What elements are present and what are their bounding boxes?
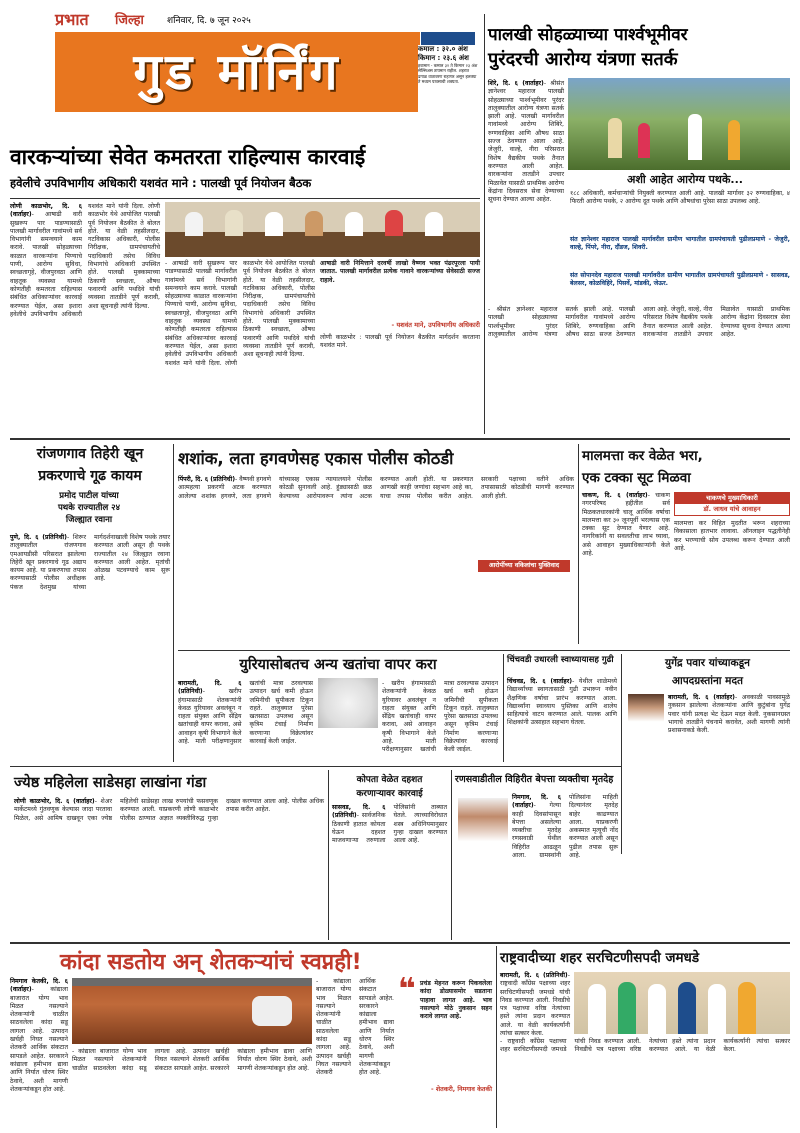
shashank-dateline: पिंपरी, दि. ६ (प्रतिनिधी): [178, 476, 236, 483]
ranastava-dateline: निमगाव, दि. ६ (वार्ताहर): [512, 794, 561, 810]
yugendra-body: [668, 694, 790, 854]
malmatta-dateline: चाकण, दि. ६ (वार्ताहर): [582, 492, 648, 499]
lead-body-text: - आषाढी वारी सुखरूप पार पाडण्यासाठी पालखी मार्गावरील गावांमध्ये सर्व विभागांनी समन्वयाने काम करावे. पालखी सोहळ्याच्या काळात वारकऱ्यांना पिण्याचे पाणी, आरोग्य सुविधा, स्वच्छतागृहे, वीजपुरवठा आणि वाहतूक व्यवस्था यामध्ये कोणतीही कमतरता राहिल्यास संबंधित अधिकाऱ्यांवर कारवाई करण्यात येईल, असा इशारा हवेलीचे उपविभागीय अधिकारी यशवंत माने यांनी दिला. लोणी काळभोर येथे आयोजित पालखी पूर्व नियोजन बैठकीत ते बोलत होते. या वेळी तहसीलदार, गटविकास अधिकारी, पोलीस निरीक्षक, ग्रामपंचायतीचे पदाधिकारी तसेच विविध विभागांचे अधिकारी उपस्थित होते. पालखी मुक्कामाच्या ठिकाणी स्वच्छता, औषध फवारणी आणि पथदिवे यांची व्यवस्था तातडीने पूर्ण करावी, अशा सूचनाही त्यांनी दिल्या.: [10, 203, 160, 318]
malmatta-body-2: मालमत्ता कर विहित मुदतीत भरून शहराच्या विकासाला हातभार लावावा. ऑनलाइन पद्धतीनेही कर भरण्याची सोय उपलब्ध करून देण्यात आली आहे.: [674, 520, 790, 552]
malmatta-headline-1: मालमत्ता कर वेळेत भरा,: [582, 448, 703, 464]
kopta-body-text: - सार्वजनिक ठिकाणी हातात कोयता घेऊन दहशत माजवणाऱ्या तरुणाला पोलिसांनी ताब्यात घेतले. त्याच्याविरोधात शस्त्र अधिनियमानुसार गुन्हा दाखल करण्यात आला आहे.: [332, 804, 447, 845]
weather-max: कमाल : ३२.० अंश: [418, 45, 468, 53]
ranastava-headline: रणसवाडीतील विहिरीत बेपत्ता व्यक्तीचा मृतदेह: [455, 774, 614, 785]
uriya-photo: [318, 678, 378, 728]
lead-subhead: हवेलीचे उपविभागीय अधिकारी यशवंत माने : पालखी पूर्व नियोजन बैठक: [10, 176, 312, 190]
rashtravadi-headline: राष्ट्रवादीच्या शहर सरचिटणीसपदी जमधडे: [500, 950, 700, 966]
lead-quote: आषाढी वारी निमित्ताने दरवर्षी लाखो वैष्णव भक्त पंढरपूरला पायी जातात. पालखी मार्गावरील प्रत्येक गावाने वारकऱ्यांच्या सेवेसाठी सज्ज राहावे.: [320, 260, 480, 284]
jyeshtha-headline: ज्येष्ठ महिलेला साडेसहा लाखांना गंडा: [14, 775, 207, 791]
masthead-title: गुड मॉर्निंग: [55, 32, 420, 112]
kanda-photo: [72, 978, 312, 1044]
rashtravadi-body-text: - राष्ट्रवादी काँग्रेस पक्षाच्या शहर सरचिटणीसपदी जमधडे यांची निवड करण्यात आली. निवडीचे पत्र पक्षाच्या वरिष्ठ नेत्यांच्या हस्ते त्यांना प्रदान करण्यात आले. या वेळी कार्यकर्त्यांनी त्यांचा सत्कार केला.: [500, 972, 570, 1038]
rashtravadi-body-2: - राष्ट्रवादी काँग्रेस पक्षाच्या शहर सरचिटणीसपदी जमधडे यांची निवड करण्यात आली. निवडीचे पत्र पक्षाच्या वरिष्ठ नेत्यांच्या हस्ते त्यांना प्रदान करण्यात आले. या वेळी कार्यकर्त्यांनी त्यांचा सत्कार केला.: [500, 1038, 790, 1054]
ranjangaon-dateline: पुणे, दि. ६ (प्रतिनिधी): [10, 534, 67, 541]
kanda-body-3: - कांद्याला बाजारात योग्य भाव मिळत नसल्याने शेतकऱ्यांनी चाळीत साठवलेला कांदा सडू लागला आहे. उत्पादन खर्चही निघत नसल्याने शेतकरी आर्थिक संकटात सापडले आहेत. सरकारने कांद्याला हमीभाव द्यावा आणि निर्यात धोरण स्थिर ठेवावे, अशी मागणी शेतकऱ्यांकडून होत आहे.: [316, 978, 394, 1077]
weather-panel: [418, 45, 478, 125]
malmatta-box: [674, 492, 790, 516]
jyeshtha-dateline: लोणी काळभोर, दि. ६ (वार्ताहर): [14, 798, 95, 805]
uriya-dateline: बारामती, दि. ६ (प्रतिनिधी): [178, 680, 242, 696]
lead-body-col1: [10, 203, 160, 431]
palkhi-list-1: संत ज्ञानेश्वर महाराज पालखी मार्गावरील ग्रामीण भागातील ग्रामपंचायती पुढीलप्रमाणे - जेजुरी, वाल्हे, पिंपरे, नीरा, दौंडज, शिवरी.: [570, 236, 790, 252]
rashtravadi-dateline: बारामती, दि. ६ (प्रतिनिधी): [500, 972, 568, 979]
issue-date: शनिवार, दि. ७ जून २०२५: [167, 16, 251, 26]
uriya-body-2: - खरीप हंगामासाठी शेतकऱ्यांनी केवळ युरियावर अवलंबून न राहता संयुक्त आणि सेंद्रिय खतांचाही वापर करावा, असे आवाहन कृषी विभागाने केले आहे. माती परीक्षणानुसार खतांची मात्रा ठरवल्यास उत्पादन खर्च कमी होऊन जमिनीची सुपीकता टिकून राहते. तालुक्यात पुरेसा खतसाठा उपलब्ध असून कृत्रिम टंचाई निर्माण करणाऱ्या विक्रेत्यांवर कारवाई केली जाईल.: [382, 680, 498, 754]
yugendra-photo: [628, 694, 664, 740]
weather-min: किमान : २३.६ अंश: [418, 54, 469, 62]
kanda-body-text: - कांद्याला बाजारात योग्य भाव मिळत नसल्याने शेतकऱ्यांनी चाळीत साठवलेला कांदा सडू लागला आहे. उत्पादन खर्चही निघत नसल्याने शेतकरी आर्थिक संकटात सापडले आहेत. सरकारने कांद्याला हमीभाव द्यावा आणि निर्यात धोरण स्थिर ठेवावे, अशी मागणी शेतकऱ्यांकडून होत आहे.: [10, 986, 68, 1093]
kanda-dateline: निमगाव केतकी, दि. ६ (वार्ताहर): [10, 978, 68, 994]
uriya-body: [178, 680, 313, 762]
chinchwad-body-text: - येथील शाळेमध्ये विद्यार्थ्यांच्या स्वागतासाठी गुढी उभारून नवीन शैक्षणिक वर्षाचा प्रारंभ करण्यात आला. विद्यार्थ्यांना स्वाध्याय पुस्तिका आणि शालेय साहित्याचे वाटप करण्यात आले. पालक आणि शिक्षकांनी उत्साहात सहभाग घेतला.: [507, 678, 618, 727]
kopta-dateline: सासवड, दि. ६ (प्रतिनिधी): [332, 804, 386, 820]
ranjangaon-body: [10, 534, 170, 760]
yugendra-headline-1: युगेंद्र पवार यांच्याकडून: [665, 657, 750, 669]
kopta-headline-1: कोपता वेळेत दहशत: [356, 775, 423, 785]
rashtravadi-body: [500, 972, 570, 1038]
rashtravadi-photo: [574, 972, 790, 1034]
kopta-headline-2: करणाऱ्यावर कारवाई: [356, 789, 423, 799]
palkhi-list-2: संत सोपानदेव महाराज पालखी मार्गावरील ग्रामीण भागातील ग्रामपंचायती पुढीलप्रमाणे - सासवड, बेलसर, कोळविहिरे, पिसर्वे, मांडकी, जेऊर.: [570, 272, 790, 288]
masthead: [55, 8, 475, 140]
malmatta-box-label: चाकणचे मुख्याधिकारी: [675, 493, 789, 504]
lead-body-col2: - आषाढी वारी सुखरूप पार पाडण्यासाठी पालखी मार्गावरील गावांमध्ये सर्व विभागांनी समन्वयाने काम करावे. पालखी सोहळ्याच्या काळात वारकऱ्यांना पिण्याचे पाणी, आरोग्य सुविधा, स्वच्छतागृहे, वीजपुरवठा आणि वाहतूक व्यवस्था यामध्ये कोणतीही कमतरता राहिल्यास संबंधित अधिकाऱ्यांवर कारवाई करण्यात येईल, असा इशारा हवेलीचे उपविभागीय अधिकारी यशवंत माने यांनी दिला. लोणी काळभोर येथे आयोजित पालखी पूर्व नियोजन बैठकीत ते बोलत होते. या वेळी तहसीलदार, गटविकास अधिकारी, पोलीस निरीक्षक, ग्रामपंचायतीचे पदाधिकारी तसेच विविध विभागांचे अधिकारी उपस्थित होते. पालखी मुक्कामाच्या ठिकाणी स्वच्छता, औषध फवारणी आणि पथदिवे यांची व्यवस्था तातडीने पूर्ण करावी, अशा सूचनाही त्यांनी दिल्या.: [165, 260, 315, 367]
palkhi-box-title: अशी आहेत आरोग्य पथके...: [627, 173, 743, 186]
palkhi-box-body: १८८ अधिकारी, कर्मचाऱ्यांची नियुक्ती करण्यात आली आहे. पालखी मार्गावर ३२ रुग्णवाहिका, ४ फिरती आरोग्य पथके, २ आरोग्य दूत पथके आणि औषधांचा पुरेसा साठा उपलब्ध आहे.: [570, 190, 790, 206]
chinchwad-body: [507, 678, 617, 762]
shashank-highlight: आरोपींच्या वकिलांचा युक्तिवाद: [478, 560, 570, 572]
shashank-headline: शशांक, लता हगवणेसह एकास पोलीस कोठडी: [178, 449, 454, 468]
ranjangaon-headline-1: रांजणगाव तिहेरी खून: [36, 446, 144, 462]
uriya-headline: युरियासोबतच अन्य खतांचा वापर करा: [239, 657, 437, 673]
jyeshtha-body: [14, 798, 324, 936]
kanda-quote: प्रचंड मेहनत करून पिकवलेला कांदा डोळ्यासमोर सडताना पाहावा लागत आहे. भाव नसल्याने मोठे नुकसान सहन करावे लागत आहे.: [420, 980, 492, 1021]
kanda-body-1: [10, 978, 68, 1128]
malmatta-box-name: डॉ. जाधव यांचे आवाहन: [703, 505, 761, 513]
yugendra-body-text: - अवकाळी पावसामुळे नुकसान झालेल्या शेतकऱ्यांना आणि कुटुंबांना युगेंद्र पवार यांनी प्रत्यक्ष भेट देऊन मदत केली. नुकसानग्रस्त भागाचे तातडीने पंचनामे करावेत, अशी मागणी त्यांनी प्रशासनाकडे केली.: [668, 694, 790, 735]
weather-note: हवामान - कमाल ३२ ते किमान २३ अंश सेल्सिअस तापमान राहील. शहरात ढगाळ वातावरण राहणार असून हलक्या ते मध्यम पावसाची शक्यता.: [418, 63, 478, 85]
chinchwad-dateline: चिंचवड, दि. ६ (वार्ताहर): [507, 678, 573, 685]
edition-label: जिल्हा: [115, 13, 144, 28]
palkhi-headline-1: पालखी सोहळ्याच्या पार्श्वभूमीवर: [488, 25, 688, 45]
ranjangaon-deck: [24, 490, 154, 530]
brand-logo: प्रभात: [55, 10, 89, 29]
ranjangaon-body-text: - शिरूर तालुक्यातील रांजणगाव एमआयडीसी परिसरात झालेल्या तिहेरी खून प्रकरणाचे गूढ अद्याप कायम आहे. या प्रकरणाचा तपास करण्यासाठी पोलीस अधीक्षक पंकज देशमुख यांच्या मार्गदर्शनाखाली विशेष पथके तयार करण्यात आली असून ही पथके राज्यातील २४ जिल्ह्यात रवाना करण्यात आली आहेत. मृतांची ओळख पटवण्याचे काम सुरू आहे.: [10, 534, 170, 591]
kopta-body: [332, 804, 447, 936]
ranjangaon-deck-1: प्रमोद पाटील यांच्या: [59, 491, 119, 501]
ranastava-body: [512, 794, 618, 936]
yugendra-dateline: बारामती, दि. ६ (वार्ताहर): [668, 694, 735, 701]
yugendra-headline-2: आपदग्रस्तांना मदत: [671, 675, 744, 687]
palkhi-body-continued: - श्रीसंत ज्ञानेश्वर महाराज पालखी सोहळ्याच्या पार्श्वभूमीवर पुरंदर तालुक्यातील आरोग्य यंत्रणा सतर्क झाली आहे. पालखी मार्गावरील गावांमध्ये आरोग्य शिबिरे, रुग्णवाहिका आणि औषध साठा सज्ज ठेवण्यात आला आहे. जेजुरी, वाल्हे, नीरा परिसरात विशेष वैद्यकीय पथके तैनात करण्यात आली आहेत. वारकऱ्यांना तातडीने उपचार मिळावेत यासाठी प्राथमिक आरोग्य केंद्रांना दिवसरात्र सेवा देण्याच्या सूचना देण्यात आल्या आहेत.: [488, 306, 790, 338]
kanda-body-2: - कांद्याला बाजारात योग्य भाव मिळत नसल्याने शेतकऱ्यांनी चाळीत साठवलेला कांदा सडू लागला आहे. उत्पादन खर्चही निघत नसल्याने शेतकरी आर्थिक संकटात सापडले आहेत. सरकारने कांद्याला हमीभाव द्यावा आणि निर्यात धोरण स्थिर ठेवावे, अशी मागणी शेतकऱ्यांकडून होत आहे.: [72, 1048, 312, 1072]
palkhi-dateline: शिरे, दि. ६ (वार्ताहर): [488, 80, 544, 87]
kanda-quote-mark: ❝: [398, 972, 416, 1007]
malmatta-body: [582, 492, 670, 642]
lead-dateline: लोणी काळभोर, दि. ६ (वार्ताहर): [10, 203, 82, 219]
lead-photo: [165, 202, 480, 257]
ranastava-body-text: - गेल्या काही दिवसांपासून बेपत्ता असलेल्या व्यक्तीचा मृतदेह रणसवाडी येथील विहिरीत आढळून आला. ग्रामस्थांनी पोलिसांना माहिती दिल्यानंतर मृतदेह बाहेर काढण्यात आला. याप्रकरणी अकस्मात मृत्यूची नोंद करण्यात आली असून पुढील तपास सुरू आहे.: [512, 794, 618, 860]
lead-headline: वारकऱ्यांच्या सेवेत कमतरता राहिल्यास कारवाई: [10, 145, 366, 169]
kanda-headline: कांदा सडतोय अन् शेतकऱ्यांचं स्वप्नही!: [60, 950, 362, 975]
malmatta-body-text: - चाकण नगरपरिषद हद्दीतील सर्व मिळकतधारकांनी चालू आर्थिक वर्षाचा मालमत्ता कर ३० जूनपूर्वी भरल्यास एक टक्का सूट देण्यात येणार आहे. नागरिकांनी या सवलतीचा लाभ घ्यावा, असे आवाहन मुख्याधिकाऱ्यांनी केले आहे.: [582, 492, 670, 558]
lead-quote-by: - यशवंत माने, उपविभागीय अधिकारी: [391, 321, 480, 329]
malmatta-headline-2: एक टक्का सूट मिळवा: [582, 470, 691, 486]
lead-photo-caption: लोणी काळभोर : पालखी पूर्व नियोजन बैठकीत मार्गदर्शन करताना यशवंत माने.: [320, 334, 480, 350]
palkhi-body-text: - श्रीसंत ज्ञानेश्वर महाराज पालखी सोहळ्याच्या पार्श्वभूमीवर पुरंदर तालुक्यातील आरोग्य यंत्रणा सतर्क झाली आहे. पालखी मार्गावरील गावांमध्ये आरोग्य शिबिरे, रुग्णवाहिका आणि औषध साठा सज्ज ठेवण्यात आला आहे. जेजुरी, वाल्हे, नीरा परिसरात विशेष वैद्यकीय पथके तैनात करण्यात आली आहेत. वारकऱ्यांना तातडीने उपचार मिळावेत यासाठी प्राथमिक आरोग्य केंद्रांना दिवसरात्र सेवा देण्याच्या सूचना देण्यात आल्या आहेत.: [488, 80, 564, 204]
ranjangaon-deck-3: जिल्ह्यात रवाना: [65, 515, 113, 525]
palkhi-headline-2: पुरंदरची आरोग्य यंत्रणा सतर्क: [488, 49, 678, 70]
shashank-body-text: - वैष्णवी हगवणे आत्महत्या प्रकरणी अटक करण्यात आलेल्या शशांक हगवणे, लता हगवणे यांच्यासह एकास न्यायालयाने पोलीस कोठडी सुनावली आहे. हुंड्यासाठी छळ केल्याच्या आरोपावरून त्यांना अटक करण्यात आली होती. या प्रकरणात आणखी काही जणांचा सहभाग आहे का, याचा तपास पोलीस करीत आहेत. सरकारी पक्षाच्या वतीने अधिक तपासासाठी कोठडीची मागणी करण्यात आली होती.: [178, 476, 574, 500]
palkhi-body-1: [488, 80, 564, 204]
jyeshtha-body-text: - शेअर मार्केटमध्ये गुंतवणूक केल्यास जादा परतावा मिळेल, असे आमिष दाखवून एका ज्येष्ठ महिलेची साडेसहा लाख रुपयांची फसवणूक करण्यात आली. याप्रकरणी लोणी काळभोर पोलीस ठाण्यात अज्ञात व्यक्तीविरुद्ध गुन्हा दाखल करण्यात आला आहे. पोलीस अधिक तपास करीत आहेत.: [14, 798, 324, 822]
kanda-quote-by: - शेतकरी, निमगाव केतकी: [431, 1086, 492, 1093]
uriya-body-text: - खरीप हंगामासाठी शेतकऱ्यांनी केवळ युरियावर अवलंबून न राहता संयुक्त आणि सेंद्रिय खतांचाही वापर करावा, असे आवाहन कृषी विभागाने केले आहे. माती परीक्षणानुसार खतांची मात्रा ठरवल्यास उत्पादन खर्च कमी होऊन जमिनीची सुपीकता टिकून राहते. तालुक्यात पुरेसा खतसाठा उपलब्ध असून कृत्रिम टंचाई निर्माण करणाऱ्या विक्रेत्यांवर कारवाई केली जाईल.: [178, 680, 313, 746]
ranastava-photo: [458, 798, 508, 860]
ranjangaon-headline-2: प्रकरणाचे गूढ कायम: [38, 468, 142, 484]
ranjangaon-deck-2: पथके राज्यातील २४: [57, 503, 121, 513]
chinchwad-headline: चिंचवडी उधारली स्वाध्यायासह गुढी: [507, 655, 614, 665]
palkhi-photo: [568, 78, 790, 170]
